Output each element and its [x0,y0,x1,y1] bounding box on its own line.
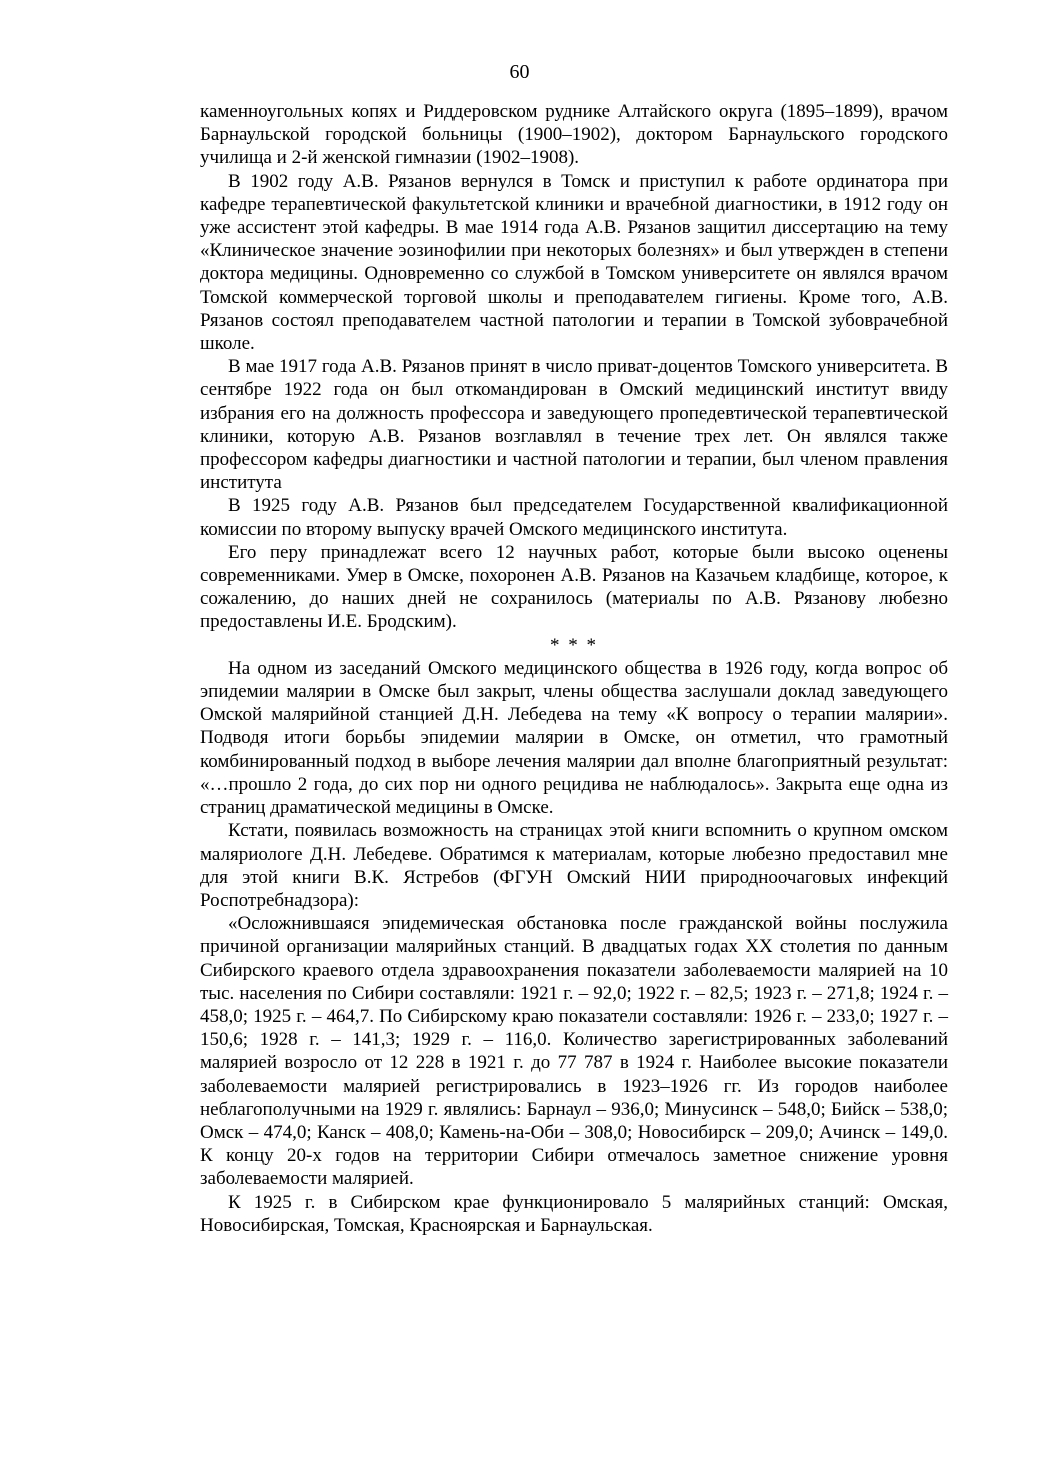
paragraph-continuation: каменноугольных копях и Риддеровском руднике Алтайского округа (1895–1899), врачом Барнаульской городской больницы (1900–1902), доктором Барнаульского городского училища и 2-й женской гимназии (1902–1908). [200,101,948,169]
paragraph-malaria-stations: К 1925 г. в Сибирском крае функционировало 5 малярийных станций: Омская, Новосибирская, Томская, Красноярская и Барнаульская. [200,1191,948,1236]
paragraph-quote-statistics: «Осложнившаяся эпидемическая обстановка после гражданской войны послужила причиной организации малярийных станций. В двадцатых годах XX столетия по данным Сибирского краевого отдела здравоохранения показатели заболеваемости малярией на 10 тыс. населения по Сибири составляли: 1921 г. – 92,0; 1922 г. – 82,5; 1923 г. – 271,8; 1924 г. – 458,0; 1925 г. – 464,7. По Сибирскому краю показатели составляли: 1926 г. – 233,0; 1927 г. – 150,6; 1928 г. – 141,3; 1929 г. – 116,0. Количество зарегистрированных заболеваний малярией возросло от 12 228 в 1921 г. до 77 787 в 1924 г. Наиболее высокие показатели заболеваемости малярией регистрировались в 1923–1926 гг. Из городов наиболее неблагополучными на 1929 г. являлись: Барнаул – 936,0; Минусинск – 548,0; Бийск – 538,0; Омск – 474,0; Канск – 408,0; Камень-на-Оби – 308,0; Новосибирск – 209,0; Ачинск – 149,0. К концу 20-х годов на территории Сибири отмечалось заметное снижение уровня заболеваемости малярией. [200,913,948,1190]
paragraph-malaria-meeting: На одном из заседаний Омского медицинского общества в 1926 году, когда вопрос об эпидемии малярии в Омске был закрыт, члены общества заслушали доклад заведующего Омской малярийной станцией Д.Н. Лебедева на тему «К вопросу о терапии малярии». Подводя итоги борьбы эпидемии малярии в Омске, он отметил, что грамотный комбинированный подход в выборе лечения малярии дал вполне благоприятный результат: «…прошло 2 года, до сих пор ни одного рецидива не наблюдалось». Закрыта еще одна из страниц драматической медицины в Омске. [200,657,948,819]
paragraph-lebedev: Кстати, появилась возможность на страницах этой книги вспомнить о крупном омском маляриологе Д.Н. Лебедеве. Обратимся к материалам, которые любезно предоставил мне для этой книги В.К. Ястребов (ФГУН Омский НИИ природноочаговых инфекций Роспотребнадзора): [200,820,948,911]
paragraph-ryazanov-omsk: В мае 1917 года А.В. Рязанов принят в число приват-доцентов Томского университета. В сентябре 1922 года он был откомандирован в Омский медицинский институт ввиду избрания его на должность профессора и заведующего пропедевтической терапевтической клиники, которую А.В. Рязанов возглавлял в течение трех лет. Он являлся также профессором кафедры диагностики и частной патологии и терапии, был членом правления института [200,356,948,494]
paragraph-ryazanov-tomsk: В 1902 году А.В. Рязанов вернулся в Томск и приступил к работе ординатора при кафедре терапевтической факультетской клиники и врачебной диагностики, в 1912 году он уже ассистент этой кафедры. В мае 1914 года А.В. Рязанов защитил диссертацию на тему «Клиническое значение эозинофилии при некоторых болезнях» и был утвержден в степени доктора медицины. Одновременно со службой в Томском университете он являлся врачом Томской коммерческой торговой школы и преподавателем гигиены. Кроме того, А.В. Рязанов состоял преподавателем частной патологии и терапии в Томской зубоврачебной школе. [200,170,948,355]
page-body [200,100,948,1237]
section-separator: * * * [550,634,598,656]
page-number: 60 [509,61,530,83]
paragraph-ryazanov-commission: В 1925 году А.В. Рязанов был председателем Государственной квалификационной комиссии по второму выпуску врачей Омского медицинского института. [200,495,948,540]
paragraph-ryazanov-works: Его перу принадлежат всего 12 научных работ, которые были высоко оценены современниками. Умер в Омске, похоронен А.В. Рязанов на Казачьем кладбище, которое, к сожалению, до наших дней не сохранилось (материалы по А.В. Рязанову любезно предоставлены И.Е. Бродским). [200,541,948,633]
